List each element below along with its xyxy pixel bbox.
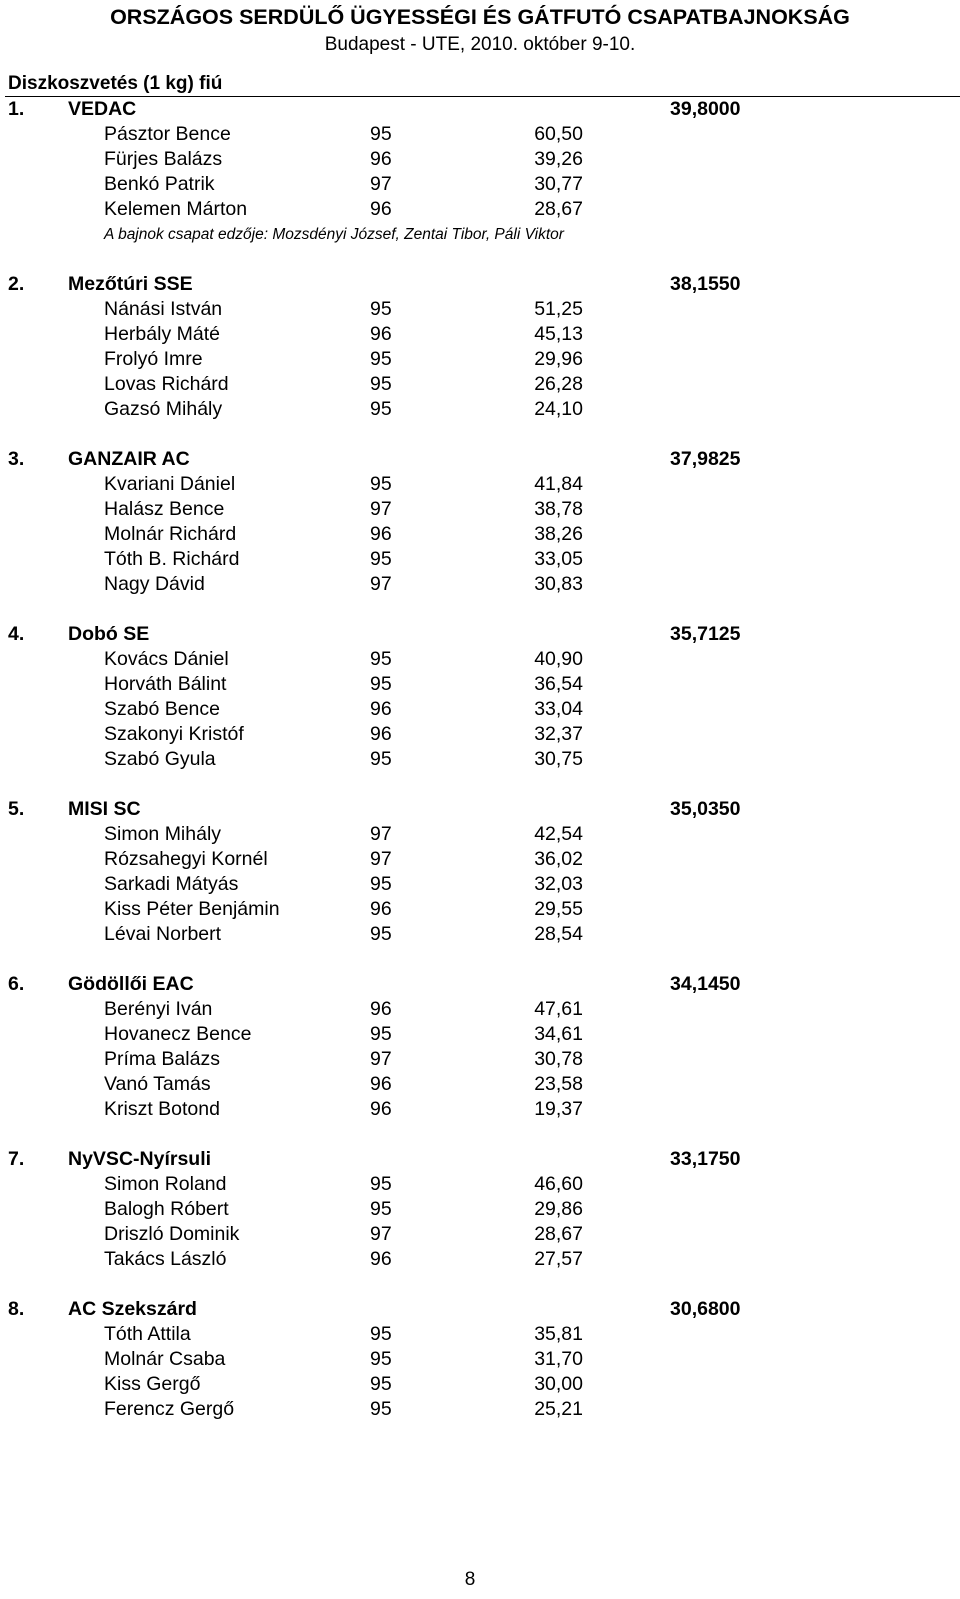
team-block xyxy=(0,1297,960,1422)
athlete-name: Balogh Róbert xyxy=(104,1198,229,1220)
athlete-year: 96 xyxy=(370,723,392,745)
athlete-name: Kelemen Márton xyxy=(104,198,248,220)
athlete-row xyxy=(0,847,960,872)
athlete-year: 96 xyxy=(370,1248,392,1270)
athlete-year: 95 xyxy=(370,473,392,495)
athlete-row xyxy=(0,1322,960,1347)
athlete-year: 95 xyxy=(370,1398,392,1420)
athlete-year: 97 xyxy=(370,1223,392,1245)
athlete-year: 95 xyxy=(370,1173,392,1195)
athlete-row xyxy=(0,1047,960,1072)
athlete-name: Sarkadi Mátyás xyxy=(104,873,239,895)
team-name: NyVSC-Nyírsuli xyxy=(68,1148,212,1170)
athlete-year: 96 xyxy=(370,1073,392,1095)
athlete-year: 95 xyxy=(370,373,392,395)
athlete-row xyxy=(0,147,960,172)
athlete-name: Kovács Dániel xyxy=(104,648,229,670)
athlete-name: Simon Roland xyxy=(104,1173,227,1195)
athlete-result: 60,50 xyxy=(534,123,583,145)
athlete-row xyxy=(0,297,960,322)
team-score: 35,0350 xyxy=(670,798,741,820)
athlete-result: 34,61 xyxy=(534,1023,583,1045)
athlete-name: Horváth Bálint xyxy=(104,673,227,695)
athlete-result: 30,75 xyxy=(534,748,583,770)
athlete-row xyxy=(0,572,960,597)
athlete-name: Szabó Bence xyxy=(104,698,221,720)
athlete-result: 25,21 xyxy=(534,1398,583,1420)
athlete-year: 95 xyxy=(370,123,392,145)
athlete-year: 97 xyxy=(370,848,392,870)
athlete-year: 95 xyxy=(370,648,392,670)
athlete-result: 36,54 xyxy=(534,673,583,695)
athlete-row xyxy=(0,897,960,922)
team-header xyxy=(0,972,960,997)
athlete-row xyxy=(0,647,960,672)
athlete-result: 30,77 xyxy=(534,173,583,195)
athlete-year: 96 xyxy=(370,148,392,170)
athlete-row xyxy=(0,922,960,947)
athlete-row xyxy=(0,1222,960,1247)
athlete-row xyxy=(0,372,960,397)
athlete-row xyxy=(0,397,960,422)
athlete-row xyxy=(0,1197,960,1222)
athlete-name: Molnár Csaba xyxy=(104,1348,226,1370)
team-name: MISI SC xyxy=(68,798,141,820)
athlete-name: Kiss Gergő xyxy=(104,1373,201,1395)
team-header xyxy=(0,1297,960,1322)
team-score: 38,1550 xyxy=(670,273,741,295)
athlete-result: 39,26 xyxy=(534,148,583,170)
athlete-row xyxy=(0,1372,960,1397)
athlete-name: Rózsahegyi Kornél xyxy=(104,848,268,870)
athlete-row xyxy=(0,1347,960,1372)
page-subtitle: Budapest - UTE, 2010. október 9-10. xyxy=(324,34,636,55)
athlete-year: 95 xyxy=(370,398,392,420)
athlete-year: 95 xyxy=(370,748,392,770)
team-name: GANZAIR AC xyxy=(68,448,190,470)
athlete-result: 29,86 xyxy=(534,1198,583,1220)
athlete-result: 30,78 xyxy=(534,1048,583,1070)
athlete-result: 29,96 xyxy=(534,348,583,370)
athlete-result: 40,90 xyxy=(534,648,583,670)
athlete-name: Pásztor Bence xyxy=(104,123,231,145)
athlete-year: 95 xyxy=(370,673,392,695)
team-rank: 5. xyxy=(8,798,25,820)
team-header xyxy=(0,97,960,122)
team-name: Mezőtúri SSE xyxy=(68,273,193,295)
team-score: 35,7125 xyxy=(670,623,741,645)
team-score: 30,6800 xyxy=(670,1298,741,1320)
athlete-name: Kiss Péter Benjámin xyxy=(104,898,280,920)
athlete-name: Fürjes Balázs xyxy=(104,148,223,170)
athlete-name: Driszló Dominik xyxy=(104,1223,240,1245)
athlete-year: 97 xyxy=(370,573,392,595)
athlete-year: 96 xyxy=(370,1098,392,1120)
athlete-year: 95 xyxy=(370,1198,392,1220)
athlete-result: 30,83 xyxy=(534,573,583,595)
athlete-name: Herbály Máté xyxy=(104,323,220,345)
athlete-year: 96 xyxy=(370,198,392,220)
athlete-result: 31,70 xyxy=(534,1348,583,1370)
athlete-name: Tóth B. Richárd xyxy=(104,548,240,570)
athlete-row xyxy=(0,822,960,847)
athlete-year: 97 xyxy=(370,1048,392,1070)
athlete-result: 29,55 xyxy=(534,898,583,920)
team-name: AC Szekszárd xyxy=(68,1298,197,1320)
athlete-result: 33,04 xyxy=(534,698,583,720)
athlete-row xyxy=(0,472,960,497)
team-block xyxy=(0,272,960,422)
athlete-name: Lovas Richárd xyxy=(104,373,229,395)
team-name: Dobó SE xyxy=(68,623,150,645)
team-block xyxy=(0,1147,960,1272)
athlete-name: Simon Mihály xyxy=(104,823,222,845)
athlete-result: 32,03 xyxy=(534,873,583,895)
team-block xyxy=(0,447,960,597)
athlete-name: Ferencz Gergő xyxy=(104,1398,235,1420)
athlete-row xyxy=(0,522,960,547)
athlete-year: 95 xyxy=(370,923,392,945)
athlete-name: Benkó Patrik xyxy=(104,173,215,195)
athlete-result: 35,81 xyxy=(534,1323,583,1345)
athlete-result: 41,84 xyxy=(534,473,583,495)
athlete-result: 33,05 xyxy=(534,548,583,570)
team-header xyxy=(0,797,960,822)
athlete-row xyxy=(0,747,960,772)
athlete-row xyxy=(0,197,960,222)
athlete-row xyxy=(0,122,960,147)
athlete-name: Frolyó Imre xyxy=(104,348,203,370)
team-rank: 7. xyxy=(8,1148,25,1170)
athlete-result: 36,02 xyxy=(534,848,583,870)
team-rank: 4. xyxy=(8,623,25,645)
athlete-result: 38,26 xyxy=(534,523,583,545)
team-score: 34,1450 xyxy=(670,973,741,995)
team-header xyxy=(0,622,960,647)
athlete-result: 30,00 xyxy=(534,1373,583,1395)
athlete-year: 95 xyxy=(370,1348,392,1370)
team-header xyxy=(0,1147,960,1172)
event-title: Diszkoszvetés (1 kg) fiú xyxy=(8,73,223,94)
athlete-year: 97 xyxy=(370,498,392,520)
athlete-year: 95 xyxy=(370,548,392,570)
athlete-result: 28,67 xyxy=(534,198,583,220)
athlete-name: Tóth Attila xyxy=(104,1323,191,1345)
athlete-row xyxy=(0,697,960,722)
athlete-row xyxy=(0,997,960,1022)
athlete-year: 97 xyxy=(370,173,392,195)
athlete-year: 96 xyxy=(370,323,392,345)
athlete-name: Takács László xyxy=(104,1248,227,1270)
athlete-year: 95 xyxy=(370,348,392,370)
athlete-row xyxy=(0,672,960,697)
athlete-result: 38,78 xyxy=(534,498,583,520)
athlete-name: Szabó Gyula xyxy=(104,748,216,770)
athlete-name: Halász Bence xyxy=(104,498,225,520)
athlete-row xyxy=(0,1072,960,1097)
team-rank: 3. xyxy=(8,448,25,470)
athlete-name: Kriszt Botond xyxy=(104,1098,220,1120)
team-block xyxy=(0,797,960,947)
athlete-result: 47,61 xyxy=(534,998,583,1020)
athlete-row xyxy=(0,347,960,372)
team-name: Gödöllői EAC xyxy=(68,973,194,995)
athlete-year: 95 xyxy=(370,873,392,895)
athlete-result: 23,58 xyxy=(534,1073,583,1095)
athlete-name: Nagy Dávid xyxy=(104,573,205,595)
athlete-year: 97 xyxy=(370,823,392,845)
athlete-year: 96 xyxy=(370,698,392,720)
team-header xyxy=(0,447,960,472)
team-header xyxy=(0,272,960,297)
team-score: 37,9825 xyxy=(670,448,741,470)
athlete-name: Kvariani Dániel xyxy=(104,473,236,495)
athlete-result: 42,54 xyxy=(534,823,583,845)
athlete-year: 95 xyxy=(370,1373,392,1395)
coaches-note: A bajnok csapat edzője: Mozsdényi József, Zentai Tibor, Páli Viktor xyxy=(104,226,564,243)
team-rank: 1. xyxy=(8,98,25,120)
athlete-row xyxy=(0,497,960,522)
team-results-list xyxy=(0,97,960,1447)
athlete-row xyxy=(0,1172,960,1197)
athlete-row xyxy=(0,1397,960,1422)
athlete-result: 28,54 xyxy=(534,923,583,945)
team-score: 39,8000 xyxy=(670,98,741,120)
athlete-name: Nánási István xyxy=(104,298,223,320)
athlete-result: 32,37 xyxy=(534,723,583,745)
athlete-name: Vanó Tamás xyxy=(104,1073,211,1095)
page-number: 8 xyxy=(464,1569,476,1590)
athlete-row xyxy=(0,547,960,572)
page-title: ORSZÁGOS SERDÜLŐ ÜGYESSÉGI ÉS GÁTFUTÓ CSAPATBAJNOKSÁG xyxy=(110,5,850,29)
athlete-name: Príma Balázs xyxy=(104,1048,220,1070)
athlete-result: 26,28 xyxy=(534,373,583,395)
athlete-row xyxy=(0,1247,960,1272)
athlete-name: Molnár Richárd xyxy=(104,523,237,545)
athlete-result: 51,25 xyxy=(534,298,583,320)
team-block xyxy=(0,97,960,247)
athlete-name: Berényi Iván xyxy=(104,998,213,1020)
athlete-row xyxy=(0,1097,960,1122)
athlete-row xyxy=(0,1022,960,1047)
athlete-year: 95 xyxy=(370,298,392,320)
athlete-result: 27,57 xyxy=(534,1248,583,1270)
team-block xyxy=(0,972,960,1122)
athlete-year: 96 xyxy=(370,998,392,1020)
athlete-result: 46,60 xyxy=(534,1173,583,1195)
athlete-name: Hovanecz Bence xyxy=(104,1023,252,1045)
athlete-year: 95 xyxy=(370,1023,392,1045)
athlete-row xyxy=(0,872,960,897)
team-rank: 8. xyxy=(8,1298,25,1320)
team-score: 33,1750 xyxy=(670,1148,741,1170)
athlete-name: Gazsó Mihály xyxy=(104,398,223,420)
athlete-result: 45,13 xyxy=(534,323,583,345)
athlete-row xyxy=(0,722,960,747)
team-rank: 6. xyxy=(8,973,25,995)
athlete-year: 96 xyxy=(370,523,392,545)
athlete-result: 28,67 xyxy=(534,1223,583,1245)
athlete-result: 24,10 xyxy=(534,398,583,420)
team-name: VEDAC xyxy=(68,98,137,120)
athlete-year: 95 xyxy=(370,1323,392,1345)
athlete-result: 19,37 xyxy=(534,1098,583,1120)
athlete-year: 96 xyxy=(370,898,392,920)
athlete-row xyxy=(0,172,960,197)
team-rank: 2. xyxy=(8,273,25,295)
athlete-name: Szakonyi Kristóf xyxy=(104,723,244,745)
team-block xyxy=(0,622,960,772)
athlete-row xyxy=(0,322,960,347)
athlete-name: Lévai Norbert xyxy=(104,923,222,945)
